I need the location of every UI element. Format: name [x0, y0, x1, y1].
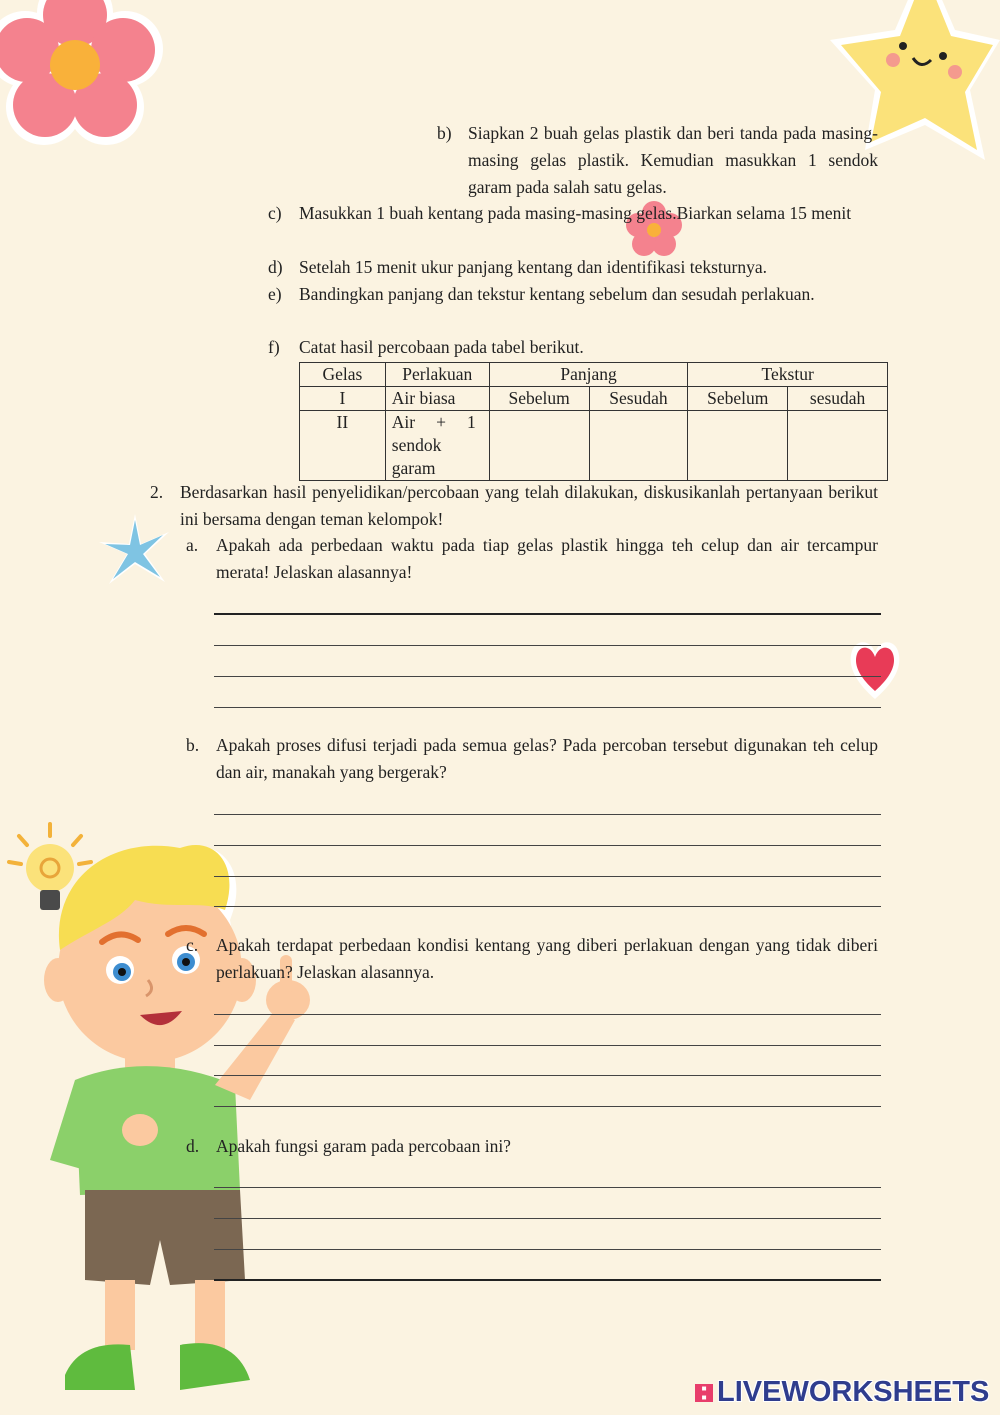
cell-perlakuan — [385, 411, 489, 481]
table-row — [300, 387, 888, 411]
table-row — [300, 411, 888, 481]
step-e-marker: e) — [268, 284, 282, 304]
step-e-text: Bandingkan panjang dan tekstur kentang sebelum dan sesudah perlakuan. — [299, 284, 815, 304]
answer-line[interactable] — [214, 1218, 881, 1219]
header-panjang: Panjang — [489, 363, 688, 387]
boy-character-illustration — [40, 830, 330, 1415]
answer-line[interactable] — [214, 906, 881, 907]
answer-line[interactable] — [214, 707, 881, 708]
question-2-number: 2. — [150, 482, 164, 502]
cell-perlakuan: Air biasa — [385, 387, 489, 411]
question-2-intro: Berdasarkan hasil penyelidikan/percobaan yang telah dilakukan, diskusikanlah pertanyaan berikut ini bersama dengan teman kelompok! — [180, 482, 878, 529]
answer-line[interactable] — [214, 876, 881, 877]
header-perlakuan: Perlakuan — [385, 363, 489, 387]
cell-tekstur-sesudah[interactable] — [788, 411, 888, 481]
step-c-text: Masukkan 1 buah kentang pada masing-masing gelas.Biarkan selama 15 menit — [299, 203, 852, 223]
subheader-sesudah: sesudah — [788, 387, 888, 411]
header-tekstur: Tekstur — [688, 363, 888, 387]
step-b-marker: b) — [437, 123, 452, 143]
step-b-text: Siapkan 2 buah gelas plastik dan beri tanda pada masing-masing gelas plastik. Kemudian masukkan 1 sendok garam pada salah satu gelas. — [468, 123, 878, 197]
answer-line[interactable] — [214, 1279, 881, 1281]
answer-line[interactable] — [214, 845, 881, 846]
answer-line[interactable] — [214, 645, 881, 646]
answer-line[interactable] — [214, 1045, 881, 1046]
brand-text: LIVEWORKSHEETS — [717, 1376, 990, 1408]
results-table — [299, 362, 888, 481]
subheader-sebelum: Sebelum — [688, 387, 788, 411]
answer-line[interactable] — [214, 1014, 881, 1015]
table-header-row — [300, 363, 888, 387]
step-d-text: Setelah 15 menit ukur panjang kentang dan identifikasi teksturnya. — [299, 257, 768, 277]
heart-decoration — [846, 633, 904, 703]
cell-gelas: I — [300, 387, 386, 411]
answer-line[interactable] — [214, 676, 881, 677]
subheader-sebelum: Sebelum — [489, 387, 589, 411]
subheader-sesudah: Sesudah — [589, 387, 688, 411]
sparkle-decoration — [95, 512, 175, 592]
step-c-marker: c) — [268, 203, 282, 223]
question-d-marker: d. — [186, 1136, 200, 1156]
logo-badge-icon: ▪ ▪ — [695, 1384, 713, 1402]
question-b-text: Apakah proses difusi terjadi pada semua gelas? Pada percoban tersebut digunakan teh celup dan air, manakah yang bergerak? — [216, 735, 878, 782]
answer-line[interactable] — [214, 814, 881, 815]
cell-panjang-sesudah[interactable] — [589, 411, 688, 481]
question-a-marker: a. — [186, 535, 199, 555]
answer-line[interactable] — [214, 1075, 881, 1076]
question-a-text: Apakah ada perbedaan waktu pada tiap gelas plastik hingga teh celup dan air tercampur merata! Jelaskan alasannya! — [216, 535, 878, 582]
step-f-marker: f) — [268, 337, 280, 357]
answer-line[interactable] — [214, 1106, 881, 1107]
step-f-text: Catat hasil percobaan pada tabel berikut. — [299, 337, 584, 357]
question-c-marker: c. — [186, 935, 199, 955]
liveworksheets-logo — [695, 1376, 989, 1409]
step-d-marker: d) — [268, 257, 283, 277]
cell-tekstur-sebelum[interactable] — [688, 411, 788, 481]
answer-line[interactable] — [214, 1187, 881, 1188]
question-c-text: Apakah terdapat perbedaan kondisi kentang yang diberi perlakuan dengan yang tidak diberi perlakuan? Jelaskan alasannya. — [216, 935, 878, 982]
question-b-marker: b. — [186, 735, 200, 755]
question-d-text: Apakah fungsi garam pada percobaan ini? — [216, 1136, 511, 1156]
answer-line[interactable] — [214, 613, 881, 615]
cell-panjang-sebelum[interactable] — [489, 411, 589, 481]
flower-decoration — [0, 0, 200, 170]
cell-gelas: II — [300, 411, 386, 481]
header-gelas: Gelas — [300, 363, 386, 387]
answer-line[interactable] — [214, 1249, 881, 1250]
cell-perlakuan-text: Air + 1 sendok garam — [391, 412, 476, 478]
